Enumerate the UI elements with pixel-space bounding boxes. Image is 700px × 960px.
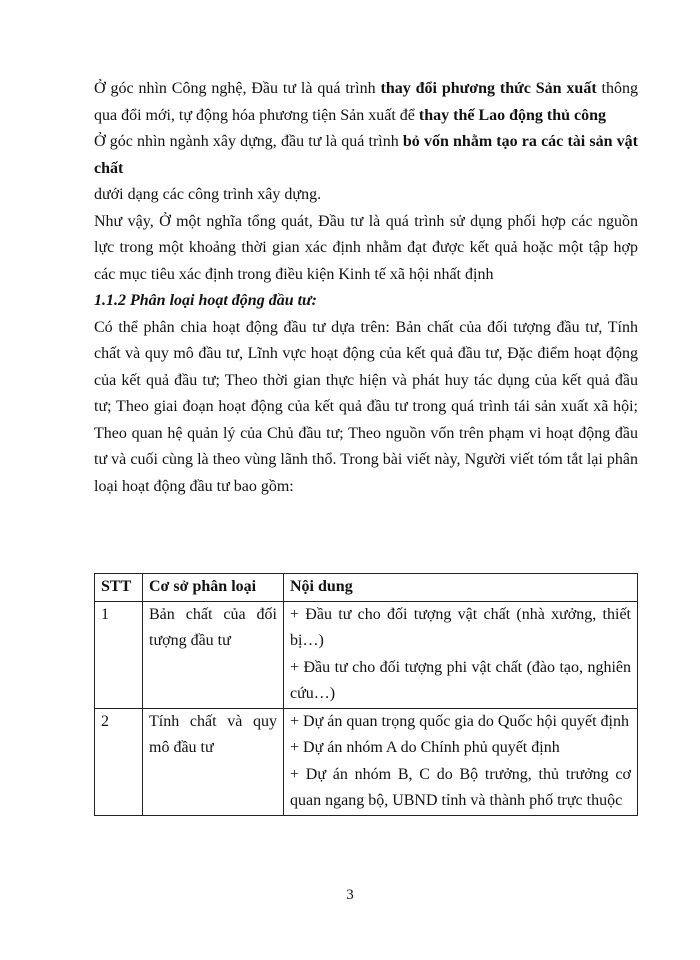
cell-basis: Tính chất và quy mô đầu tư (143, 708, 284, 815)
header-basis: Cơ sở phân loại (143, 574, 284, 602)
header-content: Nội dung (284, 574, 638, 602)
bold-text-run: thay đổi phương thức Sản xuất (380, 80, 597, 97)
cell-content (284, 601, 638, 708)
cell-stt: 1 (95, 601, 143, 708)
cell-basis: Bản chất của đối tượng đầu tư (143, 601, 284, 708)
content-line: + Dự án quan trọng quốc gia do Quốc hội quyết định (290, 712, 629, 730)
bold-text-run: thay thế Lao động thủ công (418, 106, 607, 124)
content-line: + Đầu tư cho đối tượng vật chất (nhà xưởng, thiết bị…) (290, 605, 631, 649)
cell-content (284, 708, 638, 815)
section-heading: 1.1.2 Phân loại hoạt động đầu tư: (94, 292, 317, 309)
cell-stt: 2 (95, 708, 143, 815)
text-run: Ở góc nhìn ngành xây dựng, đầu tư là quá trình (94, 133, 403, 150)
content-line: + Đầu tư cho đối tượng phi vật chất (đào tạo, nghiên cứu…) (290, 658, 631, 702)
paragraph-construction-view (94, 129, 638, 182)
paragraph-general-definition: Như vậy, Ở một nghĩa tổng quát, Đầu tư là quá trình sử dụng phối hợp các nguồn lực trong một khoảng thời gian xác định nhằm đạt được kết quả hoặc một tập hợp các mục tiêu xác định trong điều kiện Kinh tế xã hội nhất định (94, 212, 638, 283)
classification-table (94, 573, 638, 816)
paragraph-construction-continued: dưới dạng các công trình xây dựng. (94, 186, 322, 203)
document-body (94, 76, 638, 500)
paragraph-technology-view (94, 76, 638, 129)
content-line: + Dự án nhóm B, C do Bộ trưởng, thủ trưởng cơ quan ngang bộ, UBND tỉnh và thành phố trực thuộc (290, 765, 631, 809)
table-row (95, 708, 638, 815)
page-number: 3 (346, 887, 354, 903)
table-row (95, 601, 638, 708)
content-line: + Dự án nhóm A do Chính phủ quyết định (290, 739, 560, 756)
table-header-row (95, 574, 638, 602)
text-run: Ở góc nhìn Công nghệ, Đầu tư là quá trình (94, 80, 381, 97)
text-run: thông qua đổi mới, tự động hóa phương tiện Sản xuất để (94, 80, 638, 124)
header-stt: STT (95, 574, 143, 602)
bold-text-run: bỏ vốn nhằm tạo ra các tài sản vật chất (94, 133, 639, 177)
paragraph-classification: Có thể phân chia hoạt động đầu tư dựa trên: Bản chất của đối tượng đầu tư, Tính chất và quy mô đầu tư, Lĩnh vực hoạt động của kết quả đầu tư, Đặc điểm hoạt động của kết quả đầu tư; Theo thời gian thực hiện và phát huy tác dụng của kết quả đầu tư; Theo giai đoạn hoạt động của kết quả đầu tư trong quá trình tái sản xuất xã hội; Theo quan hệ quản lý của Chủ đầu tư; Theo nguồn vốn trên phạm vi hoạt động đầu tư và cuối cùng là theo vùng lãnh thổ. Trong bài viết này, Người viết tóm tắt lại phân loại hoạt động đầu tư bao gồm: (94, 318, 638, 495)
